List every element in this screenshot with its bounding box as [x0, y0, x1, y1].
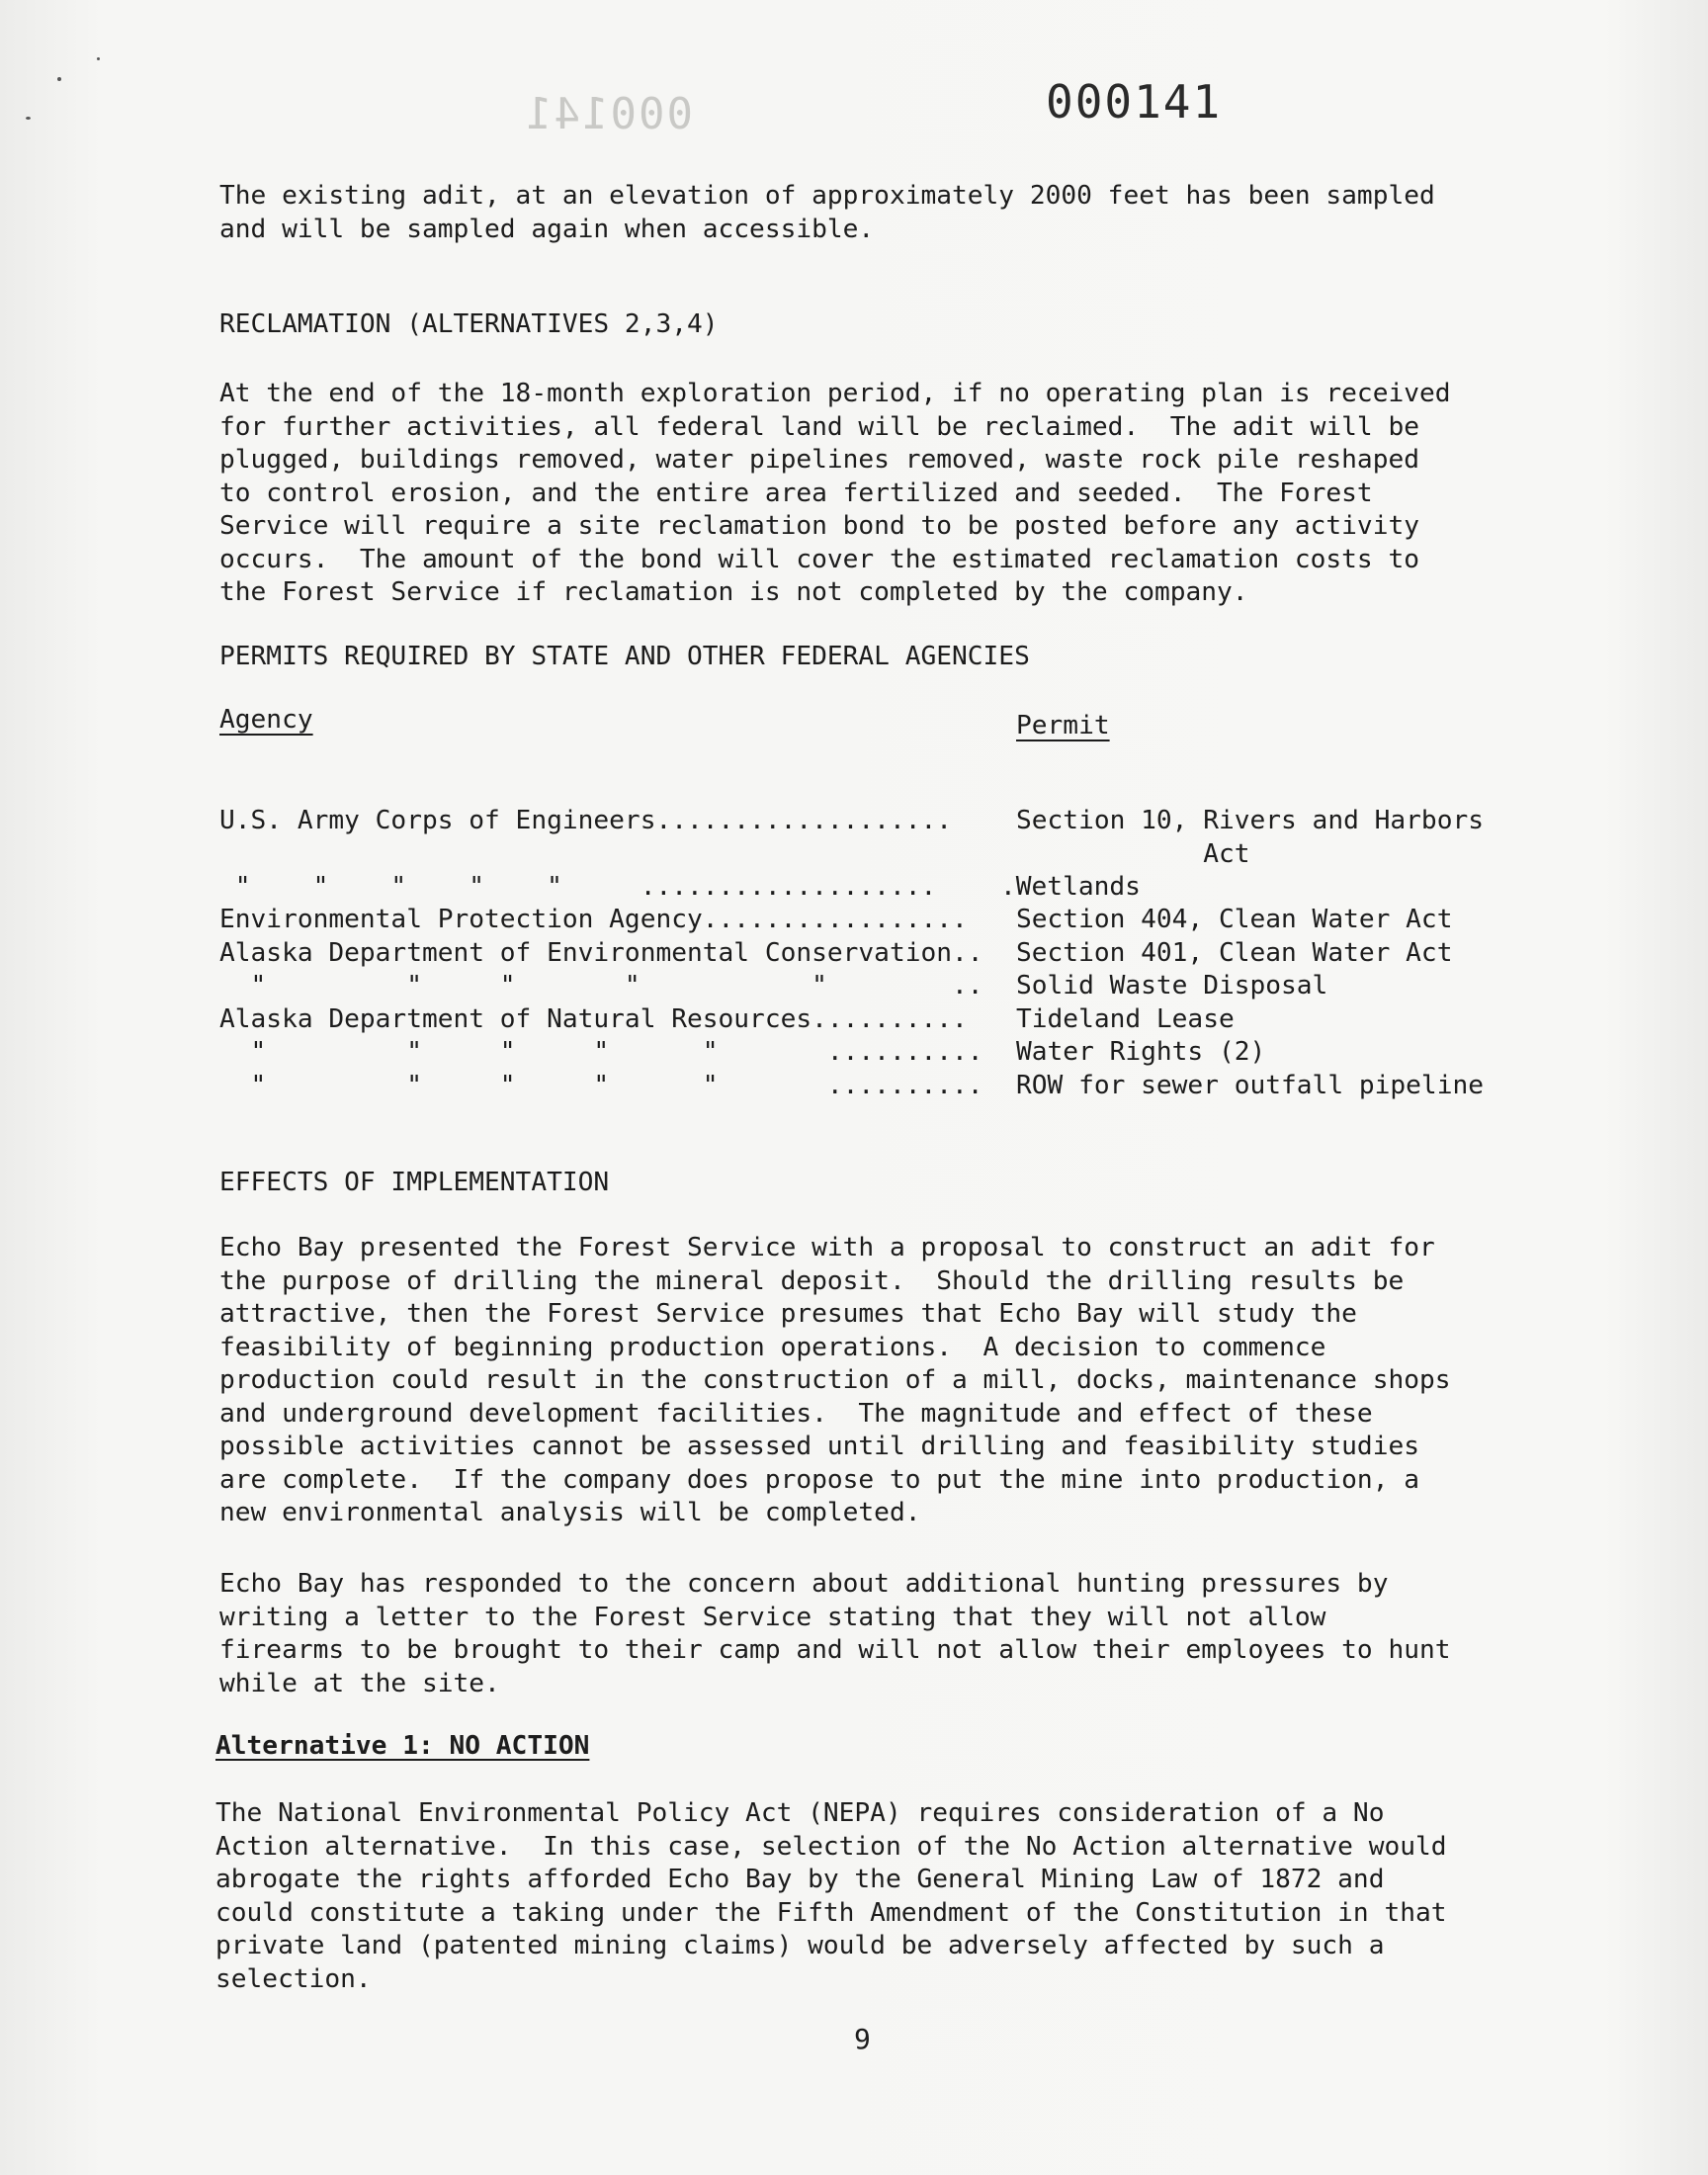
agency-cell: " " " " " .......... [219, 1037, 983, 1067]
permit-row [219, 1036, 1564, 1070]
permit-cell: ROW for sewer outfall pipeline [1016, 1071, 1484, 1100]
permit-cell: Act [1016, 839, 1250, 869]
agency-cell: Alaska Department of Natural Resources.......... [219, 1004, 968, 1034]
permit-cell: Water Rights (2) [1016, 1037, 1266, 1067]
permit-column-header: Permit [1016, 711, 1110, 740]
permit-cell: Section 404, Clean Water Act [1016, 905, 1453, 934]
permit-row [219, 904, 1564, 937]
alternative-1-paragraph: The National Environmental Policy Act (NEPA) requires consideration of a No Action alternative. In this case, selection of the No Action alternative would abrogate the rights afforded Echo Bay by the General Mining Law of 1872 and could constitute a taking under the Fifth Amendment of the Constitution in that private land (patented mining claims) would be adversely affected by such a selection. [215, 1798, 1447, 1994]
agency-cell: " " " " " .......... [219, 1071, 983, 1100]
permit-row [219, 937, 1564, 971]
permit-row [219, 1003, 1564, 1037]
scan-speck [57, 77, 61, 81]
scan-speck [26, 117, 31, 120]
effects-paragraph: Echo Bay presented the Forest Service with a proposal to construct an adit for the purpose of drilling the mineral deposit. Should the drilling results be attractive, then the Forest Service presumes that Echo Bay will study the feasibility of beginning production operations. A decision to commence production could result in the construction of a mill, docks, maintenance shops and underground development facilities. The magnitude and effect of these possible activities cannot be assessed until drilling and feasibility studies are complete. If the company does propose to put the mine into production, a new environmental analysis will be completed. [219, 1233, 1451, 1527]
agency-cell: U.S. Army Corps of Engineers................... [219, 806, 953, 835]
permit-cell: Tideland Lease [1016, 1004, 1235, 1034]
effects-heading: EFFECTS OF IMPLEMENTATION [219, 1168, 610, 1197]
document-stamp-number: 000141 [1046, 75, 1223, 129]
agency-cell: Environmental Protection Agency................. [219, 905, 968, 934]
permit-row [219, 805, 1564, 838]
permit-cell: Section 10, Rivers and Harbors [1016, 806, 1484, 835]
bleed-through-stamp: 000141 [524, 89, 693, 139]
reclamation-heading: RECLAMATION (ALTERNATIVES 2,3,4) [219, 309, 719, 339]
alternative-1-heading: Alternative 1: NO ACTION [215, 1731, 590, 1761]
intro-paragraph: The existing adit, at an elevation of approximately 2000 feet has been sampled and will be sampled again when accessible. [219, 181, 1435, 244]
agency-cell: " " " " " .. [219, 971, 983, 1000]
agency-cell: " " " " " ................... [219, 872, 937, 902]
permit-cell: .Wetlands [1000, 872, 1141, 902]
permits-heading: PERMITS REQUIRED BY STATE AND OTHER FEDERAL AGENCIES [219, 642, 1030, 671]
permit-row [219, 970, 1564, 1003]
permit-row [219, 838, 1564, 872]
permit-row [219, 1070, 1564, 1103]
permit-cell: Section 401, Clean Water Act [1016, 938, 1453, 968]
permit-cell: Solid Waste Disposal [1016, 971, 1328, 1000]
permit-row [219, 871, 1564, 905]
hunting-paragraph: Echo Bay has responded to the concern about additional hunting pressures by writing a letter to the Forest Service stating that they will not allow firearms to be brought to their camp and will not allow their employees to hunt while at the site. [219, 1569, 1451, 1698]
reclamation-paragraph: At the end of the 18-month exploration period, if no operating plan is received for further activities, all federal land will be reclaimed. The adit will be plugged, buildings removed, water pipelines removed, waste rock pile reshaped to control erosion, and the entire area fertilized and seeded. The Forest Service will require a site reclamation bond to be posted before any activity occurs. The amount of the bond will cover the estimated reclamation costs to the Forest Service if reclamation is not completed by the company. [219, 379, 1451, 607]
agency-column-header: Agency [219, 705, 313, 735]
page-number: 9 [854, 2023, 871, 2055]
scan-speck [97, 57, 100, 60]
agency-cell: Alaska Department of Environmental Conservation.. [219, 938, 983, 968]
